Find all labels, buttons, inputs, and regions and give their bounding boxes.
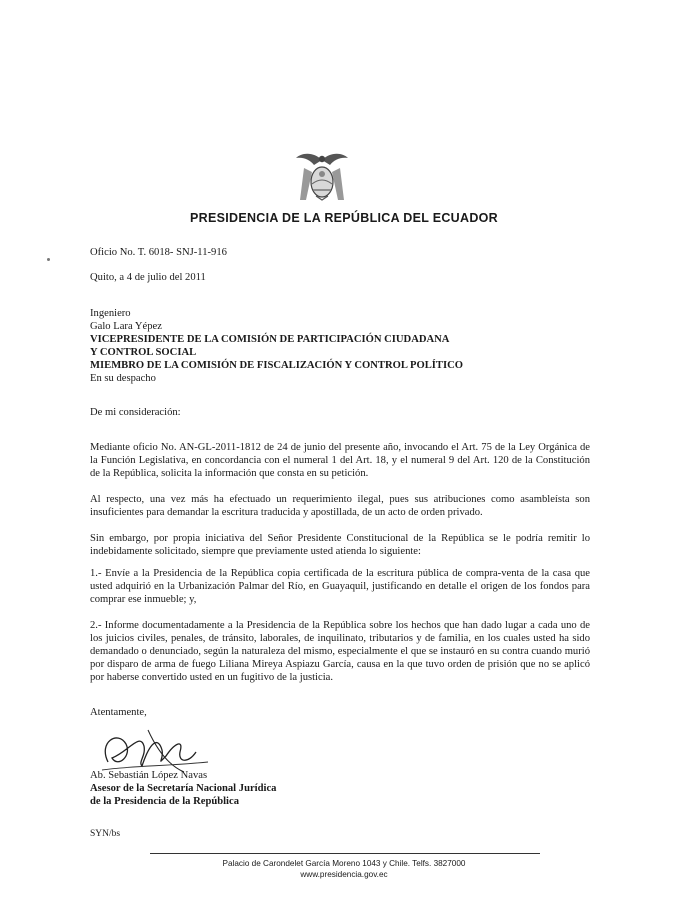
signer-title-1: Asesor de la Secretaría Nacional Jurídica	[90, 783, 277, 794]
footer-divider	[150, 853, 540, 854]
coat-of-arms-icon	[292, 150, 352, 206]
addressee-role-3: MIEMBRO DE LA COMISIÓN DE FISCALIZACIÓN Y CONTROL POLÍTICO	[90, 360, 463, 371]
addressee-block	[90, 307, 590, 385]
scan-speck	[47, 258, 50, 261]
letter-date: Quito, a 4 de julio del 2011	[90, 272, 206, 283]
addressee-location: En su despacho	[90, 373, 156, 384]
footer	[0, 858, 688, 880]
body-paragraph-4: 1.- Envíe a la Presidencia de la República copia certificada de la escritura pública de compra-venta de la casa que usted adquirió en la Urbanización Palmar del Río, en Guayaquil, justificando en detalle el origen de los fondos para comprar ese inmueble; y,	[90, 568, 590, 605]
addressee-role-2: Y CONTROL SOCIAL	[90, 347, 197, 358]
body-paragraph-3: Sin embargo, por propia iniciativa del Señor Presidente Constitucional de la República se le podría remitir lo indebidamente solicitado, siempre que previamente usted atienda lo siguiente:	[90, 533, 590, 557]
salutation: De mi consideración:	[90, 407, 181, 418]
addressee-name: Galo Lara Yépez	[90, 321, 162, 332]
closing: Atentamente,	[90, 707, 147, 718]
addressee-role-1: VICEPRESIDENTE DE LA COMISIÓN DE PARTICIPACIÓN CIUDADANA	[90, 334, 450, 345]
signer-title-2: de la Presidencia de la República	[90, 796, 240, 807]
signer-name: Ab. Sebastián López Navas	[90, 770, 208, 781]
body-paragraph-2: Al respecto, una vez más ha efectuado un requerimiento ilegal, pues sus atribuciones como asambleísta son insuficientes para demandar la escritura traducida y apostillada, de un acto de orden privado.	[90, 494, 590, 518]
typist-initials: SYN/bs	[90, 829, 121, 839]
body-paragraph-1: Mediante oficio No. AN-GL-2011-1812 de 24 de junio del presente año, invocando el Art. 75 de la Ley Orgánica de la Función Legislativa, en concordancia con el numeral 1 del Art. 18, y el numeral 9 del Art. 120 de la Constitución de la República, solicita la información que consta en su petición.	[90, 442, 590, 479]
addressee-honorific: Ingeniero	[90, 308, 131, 319]
footer-website: www.presidencia.gov.ec	[300, 870, 388, 879]
letterhead-title: PRESIDENCIA DE LA REPÚBLICA DEL ECUADOR	[189, 211, 499, 225]
reference-number: Oficio No. T. 6018- SNJ-11-916	[90, 247, 227, 258]
body-paragraph-5: 2.- Informe documentadamente a la Presidencia de la República sobre los hechos que han dado lugar a cada uno de los juicios civiles, penales, de tránsito, laborales, de inquilinato, tributarios y de familia, en los cuales usted ha sido demandado o denunciado, según la naturaleza del mismo, especialmente el que se instauró en su contra cuando murió por disparo de arma de fuego Liliana Mireya Aspiazu García, causa en la que tuvo orden de prisión que no se aplicó por haberse convertido usted en un fugitivo de la justicia.	[90, 620, 590, 683]
footer-address: Palacio de Carondelet García Moreno 1043 y Chile. Telfs. 3827000	[222, 859, 466, 868]
signer-block	[90, 769, 590, 808]
